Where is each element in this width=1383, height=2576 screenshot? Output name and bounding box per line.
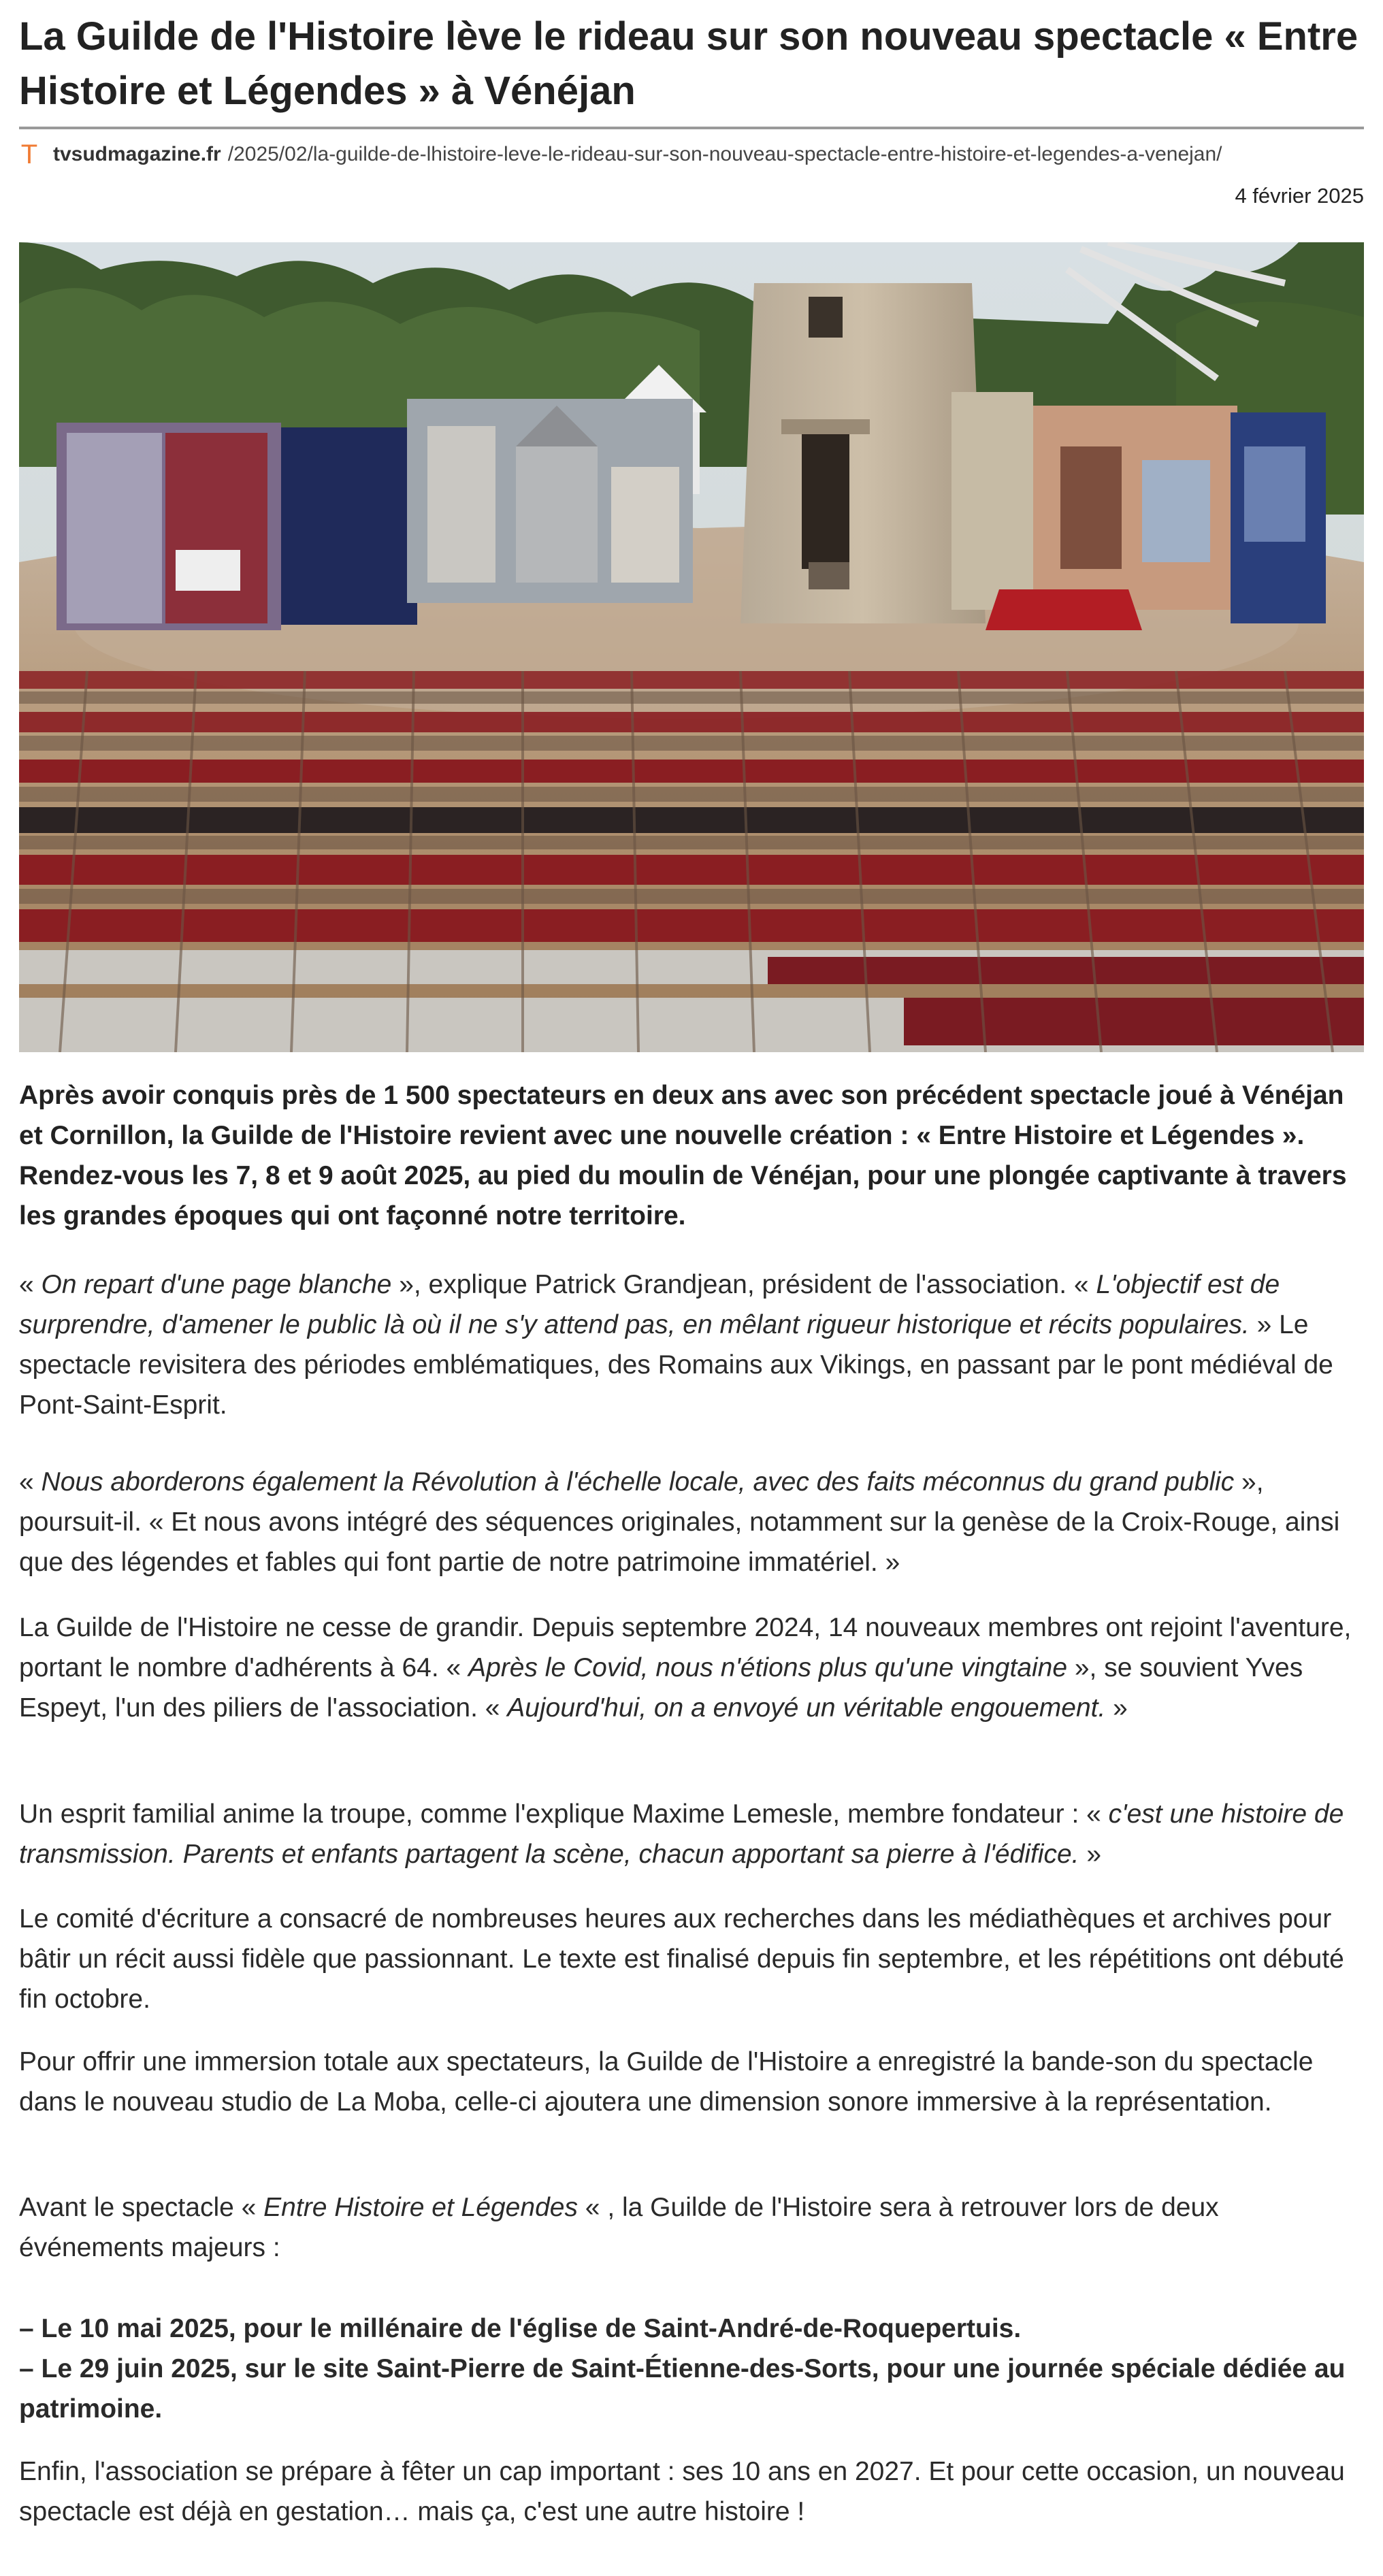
p5-quote: c'est une histoire de transmission. Parents et enfants partagent la scène, chacun apportant sa pierre à l'édifice.	[19, 1799, 1344, 1869]
p3-quote: Nous aborderons également la Révolution à l'échelle locale, avec des faits méconnus du grand public	[41, 1467, 1235, 1497]
p4-mid: », se souvient Yves Espeyt, l'un des piliers de l'association. «	[19, 1653, 1303, 1723]
article-title: La Guilde de l'Histoire lève le rideau sur son nouveau spectacle « Entre Histoire et Légendes » à Vénéjan	[19, 14, 1358, 113]
paragraph-7: Pour offrir une immersion totale aux spectateurs, la Guilde de l'Histoire a enregistré la bande-son du spectacle dans le nouveau studio de La Moba, celle-ci ajoutera une dimension sonore immersive à la représentation.	[19, 2047, 1314, 2117]
publish-date: 4 février 2025	[1235, 184, 1364, 208]
p2-open: «	[19, 1270, 42, 1299]
event-item-1: – Le 10 mai 2025, pour le millénaire de l'église de Saint-André-de-Roquepertuis.	[19, 2314, 1022, 2343]
paragraph-10: Enfin, l'association se prépare à fêter un cap important : ses 10 ans en 2027. Et pour cette occasion, un nouveau spectacle est déjà en gestation… mais ça, c'est une autre histoire !	[19, 2457, 1345, 2526]
hero-image	[19, 242, 1364, 1052]
p4-end: »	[1105, 1693, 1128, 1723]
paragraph-8	[19, 2187, 1364, 2268]
paragraph-3	[19, 1462, 1364, 1582]
p3-open: «	[19, 1467, 42, 1497]
p8-end: « , la Guilde de l'Histoire sera à retrouver lors de deux événements majeurs :	[19, 2193, 1219, 2262]
lead-paragraph: Après avoir conquis près de 1 500 spectateurs en deux ans avec son précédent spectacle joué à Vénéjan et Cornillon, la Guilde de l'Histoire revient avec une nouvelle création : « Entre Histoire et Légendes ». Rendez-vous les 7, 8 et 9 août 2025, au pied du moulin de Vénéjan, pour une plongée captivante à travers les grandes époques qui ont façonné notre territoire.	[19, 1081, 1347, 1230]
title-divider	[19, 127, 1364, 129]
source-domain[interactable]: tvsudmagazine.fr	[53, 143, 221, 165]
p8-quote: Entre Histoire et Légendes	[263, 2193, 578, 2222]
source-path[interactable]: /2025/02/la-guilde-de-lhistoire-leve-le-rideau-sur-son-nouveau-spectacle-entre-histoire-et-legendes-a-venejan/	[227, 143, 1222, 165]
p5-start: Un esprit familial anime la troupe, comme l'explique Maxime Lemesle, membre fondateur : «	[19, 1799, 1109, 1829]
source-line	[19, 137, 1364, 172]
p2-quote-1: On repart d'une page blanche	[41, 1270, 392, 1299]
p8-start: Avant le spectacle «	[19, 2193, 264, 2222]
p5-end: »	[1079, 1840, 1102, 1869]
p4-quote-1: Après le Covid, nous n'étions plus qu'une vingtaine	[468, 1653, 1068, 1682]
paragraph-6: Le comité d'écriture a consacré de nombreuses heures aux recherches dans les médiathèques et archives pour bâtir un récit aussi fidèle que passionnant. Le texte est finalisé depuis fin septembre, et les répétitions ont débuté fin octobre.	[19, 1904, 1344, 2014]
paragraph-5	[19, 1794, 1364, 1874]
p2-mid: », explique Patrick Grandjean, président de l'association. «	[391, 1270, 1096, 1299]
site-favicon-icon: T	[20, 140, 38, 169]
p3-end: », poursuit-il. « Et nous avons intégré des séquences originales, notamment sur la genèse de la Croix-Rouge, ainsi que des légendes et fables qui font partie de notre patrimoine immatériel. »	[19, 1467, 1340, 1577]
p4-quote-2: Aujourd'hui, on a envoyé un véritable engouement.	[507, 1693, 1106, 1723]
p2-quote-2: L'objectif est de surprendre, d'amener le public là où il ne s'y attend pas, en mêlant rigueur historique et récits populaires.	[19, 1270, 1280, 1339]
paragraph-2	[19, 1265, 1364, 1425]
p4-start: La Guilde de l'Histoire ne cesse de grandir. Depuis septembre 2024, 14 nouveaux membres ont rejoint l'aventure, portant le nombre d'adhérents à 64. «	[19, 1613, 1352, 1682]
events-list	[19, 2309, 1364, 2429]
event-item-2: – Le 29 juin 2025, sur le site Saint-Pierre de Saint-Étienne-des-Sorts, pour une journée spéciale dédiée au patrimoine.	[19, 2354, 1346, 2424]
p2-end: » Le spectacle revisitera des périodes emblématiques, des Romains aux Vikings, en passant par le pont médiéval de Pont-Saint-Esprit.	[19, 1310, 1333, 1420]
paragraph-4	[19, 1608, 1364, 1728]
open-air-theatre-photo	[19, 242, 1364, 1052]
